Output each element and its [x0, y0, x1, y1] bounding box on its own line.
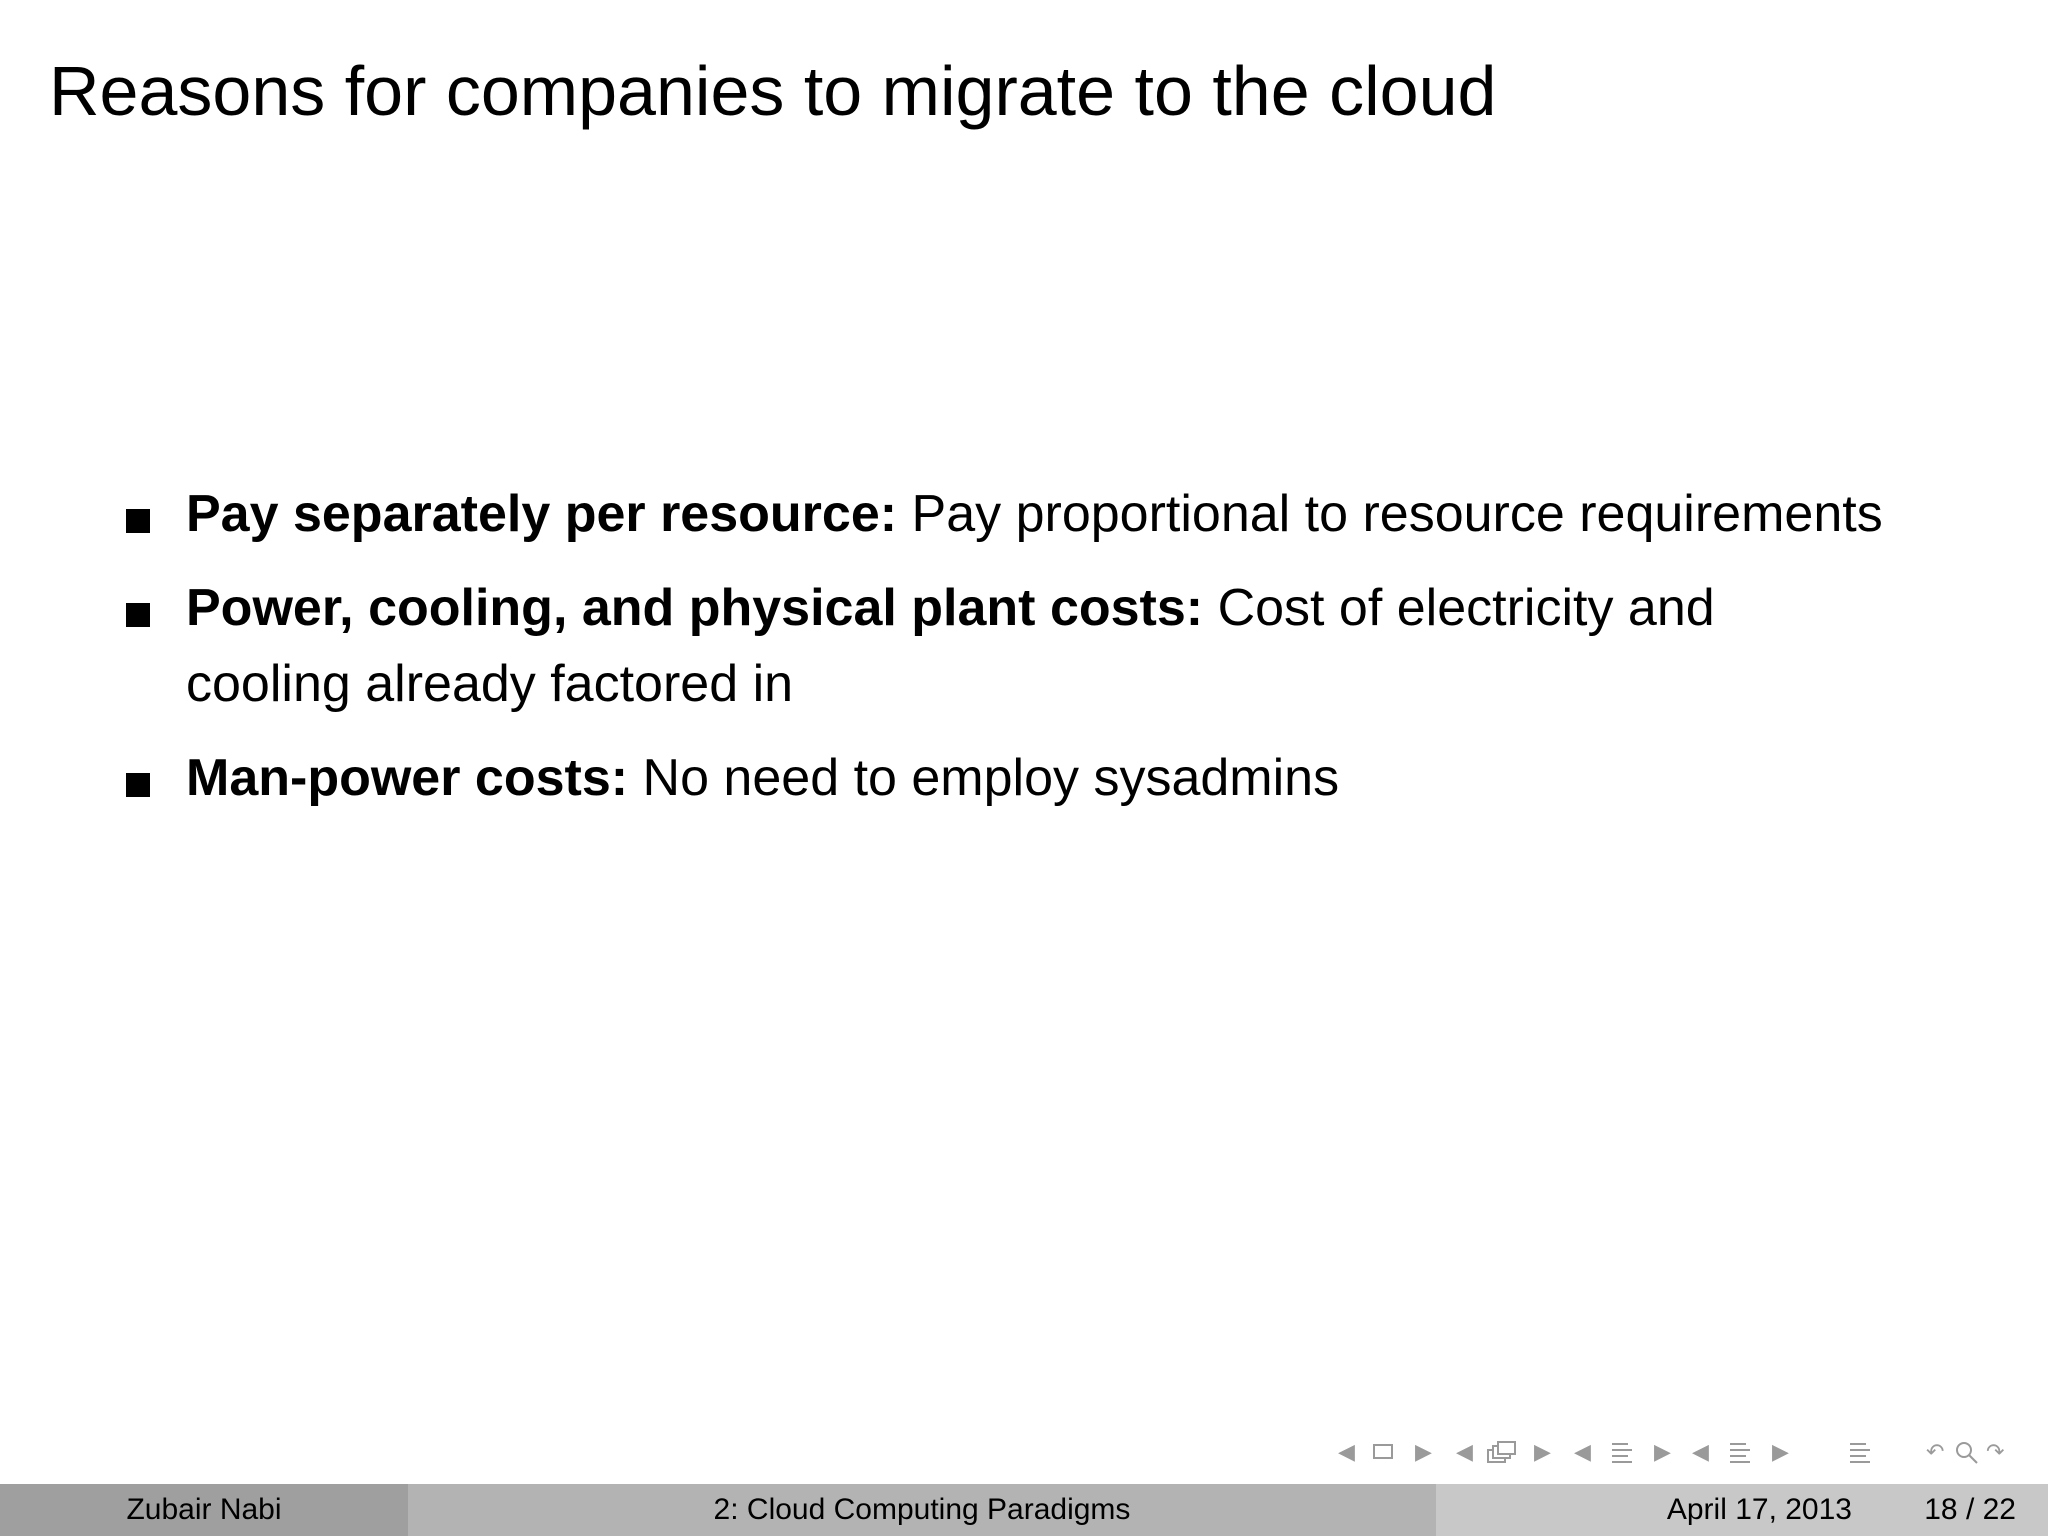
bullet-term: Pay separately per resource:	[186, 485, 898, 543]
section-icon[interactable]	[1724, 1440, 1754, 1470]
slide-title: Reasons for companies to migrate to the cloud	[49, 52, 1497, 130]
previous-frame-arrow-icon[interactable]: ◀	[1456, 1440, 1473, 1465]
bullet-term: Man-power costs:	[186, 749, 629, 807]
next-slide-arrow-icon[interactable]: ▶	[1415, 1440, 1432, 1465]
slide-icon[interactable]	[1372, 1440, 1394, 1462]
previous-slide-arrow-icon[interactable]: ◀	[1338, 1440, 1355, 1465]
bullet-square-icon	[126, 773, 150, 797]
bullet-item	[186, 740, 1886, 816]
footer-info	[1436, 1484, 2048, 1536]
bullet-text: Pay proportional to resource requirements	[911, 485, 1883, 543]
next-subsection-arrow-icon[interactable]: ▶	[1654, 1440, 1671, 1465]
footer-page-number: 18 / 22	[1924, 1493, 2016, 1526]
undo-icon[interactable]: ↶	[1926, 1440, 1945, 1465]
bullet-square-icon	[126, 509, 150, 533]
footer-author: Zubair Nabi	[0, 1484, 408, 1536]
bullet-item	[186, 570, 1886, 722]
search-icon[interactable]	[1954, 1440, 1980, 1466]
next-section-arrow-icon[interactable]: ▶	[1772, 1440, 1789, 1465]
frame-icon[interactable]	[1486, 1440, 1520, 1468]
bullet-list	[186, 476, 2016, 834]
bullet-term: Power, cooling, and physical plant costs:	[186, 579, 1204, 637]
footer-bar	[0, 1484, 2048, 1536]
footer-date: April 17, 2013	[1666, 1493, 1852, 1526]
previous-subsection-arrow-icon[interactable]: ◀	[1574, 1440, 1591, 1465]
redo-icon[interactable]: ↷	[1986, 1440, 2005, 1465]
document-icon[interactable]	[1844, 1440, 1874, 1470]
footer-presentation-title: 2: Cloud Computing Paradigms	[408, 1484, 1436, 1536]
subsection-icon[interactable]	[1606, 1440, 1636, 1470]
bullet-item	[186, 476, 2016, 552]
navigation-bar	[1330, 1434, 2030, 1474]
previous-section-arrow-icon[interactable]: ◀	[1692, 1440, 1709, 1465]
bullet-text: No need to employ sysadmins	[642, 749, 1340, 807]
next-frame-arrow-icon[interactable]: ▶	[1534, 1440, 1551, 1465]
bullet-text: Cost of electricity and cooling already factored in	[186, 579, 1715, 713]
bullet-square-icon	[126, 603, 150, 627]
